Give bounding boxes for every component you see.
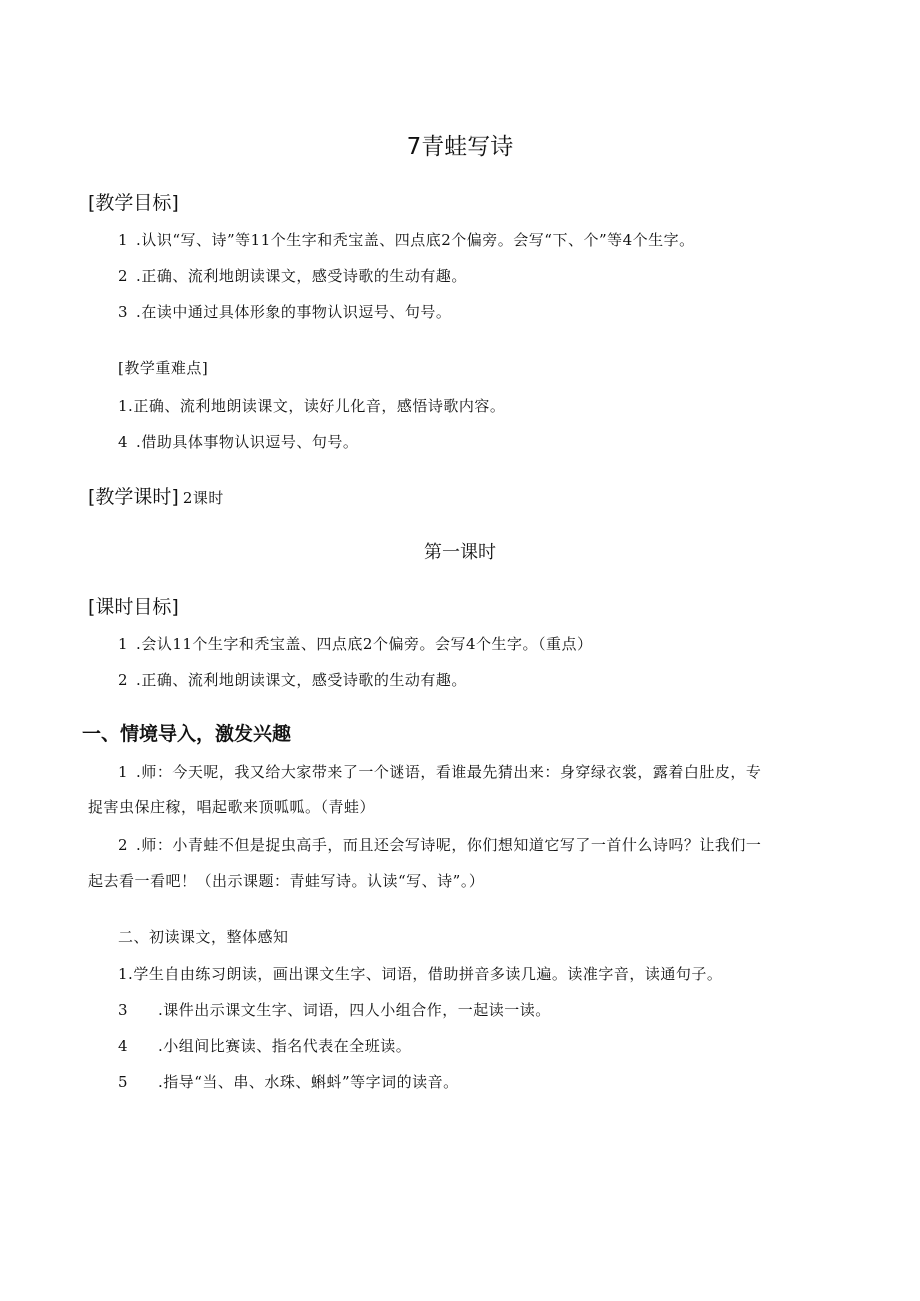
item-text: .认识“写、诗”等11个生字和秃宝盖、四点底2个偏旁。会写“下、个”等4个生字。 — [136, 231, 695, 249]
lesson-goal-item — [118, 633, 593, 654]
section-two-item — [118, 1071, 459, 1092]
item-text: .课件出示课文生字、词语，四人小组合作，一起读一读。 — [158, 1001, 551, 1019]
item-number: 5 — [118, 1073, 129, 1091]
item-number: 1 — [118, 231, 129, 249]
page-title: 7青蛙写诗 — [406, 134, 514, 160]
key-points-heading: [教学重难点] — [118, 359, 209, 377]
teaching-goal-item — [118, 301, 451, 322]
item-text: .学生自由练习朗读，画出课文生字、词语，借助拼音多读几遍。读准字音，读通句子。 — [128, 965, 723, 983]
class-hours-line — [88, 482, 224, 509]
item-number: 4 — [118, 433, 129, 451]
item-number: 1 — [118, 635, 129, 653]
teaching-goal-item — [118, 265, 467, 286]
item-text: .在读中通过具体形象的事物认识逗号、句号。 — [136, 303, 452, 321]
key-point-item — [118, 431, 358, 452]
section-one-heading: 一、情境导入，激发兴趣 — [82, 723, 292, 745]
item-number: 2 — [118, 836, 129, 854]
item-text: .会认11个生字和秃宝盖、四点底2个偏旁。会写4个生字。（重点） — [136, 635, 593, 653]
item-text: .借助具体事物认识逗号、句号。 — [136, 433, 359, 451]
item-text: .正确、流利地朗读课文，读好儿化音，感悟诗歌内容。 — [128, 397, 506, 415]
item-number: 2 — [118, 267, 129, 285]
item-number: 1 — [118, 397, 129, 415]
teaching-goals-heading: [教学目标] — [88, 192, 179, 214]
class-hours-value: 2课时 — [182, 489, 224, 507]
item-number: 4 — [118, 1037, 129, 1055]
item-text: .正确、流利地朗读课文，感受诗歌的生动有趣。 — [136, 671, 467, 689]
section-two-heading: 二、初读课文，整体感知 — [118, 928, 289, 946]
item-number: 1 — [118, 763, 129, 781]
lesson-goals-heading: [课时目标] — [88, 596, 179, 618]
item-text: .师：今天呢，我又给大家带来了一个谜语，看谁最先猜出来：身穿绿衣裳，露着白肚皮，专 — [136, 763, 762, 781]
class-hours-heading: [教学课时] — [88, 486, 179, 508]
key-point-item — [118, 395, 505, 416]
lesson-one-heading: 第一课时 — [424, 542, 496, 563]
item-text: .指导“当、串、水珠、蝌蚪”等字词的读音。 — [158, 1073, 459, 1091]
item-number: 3 — [118, 303, 129, 321]
item-text: .小组间比赛读、指名代表在全班读。 — [158, 1037, 412, 1055]
item-number: 3 — [118, 1001, 129, 1019]
teaching-goal-item — [118, 229, 695, 250]
lesson-goal-item — [118, 669, 467, 690]
section-two-item — [118, 1035, 411, 1056]
section-two-item — [118, 963, 722, 984]
section-one-item — [118, 761, 761, 782]
item-text: .正确、流利地朗读课文，感受诗歌的生动有趣。 — [136, 267, 467, 285]
item-number: 1 — [118, 965, 129, 983]
item-text: .师：小青蛙不但是捉虫高手，而且还会写诗呢，你们想知道它写了一首什么诗吗？让我们一 — [136, 836, 762, 854]
section-two-item — [118, 999, 551, 1020]
item-number: 2 — [118, 671, 129, 689]
section-one-item-continuation: 捉害虫保庄稼，唱起歌来顶呱呱。（青蛙） — [88, 798, 376, 816]
section-one-item — [118, 834, 761, 855]
section-one-item-continuation: 起去看一看吧！（出示课题：青蛙写诗。认读“写、诗”。） — [88, 872, 485, 890]
